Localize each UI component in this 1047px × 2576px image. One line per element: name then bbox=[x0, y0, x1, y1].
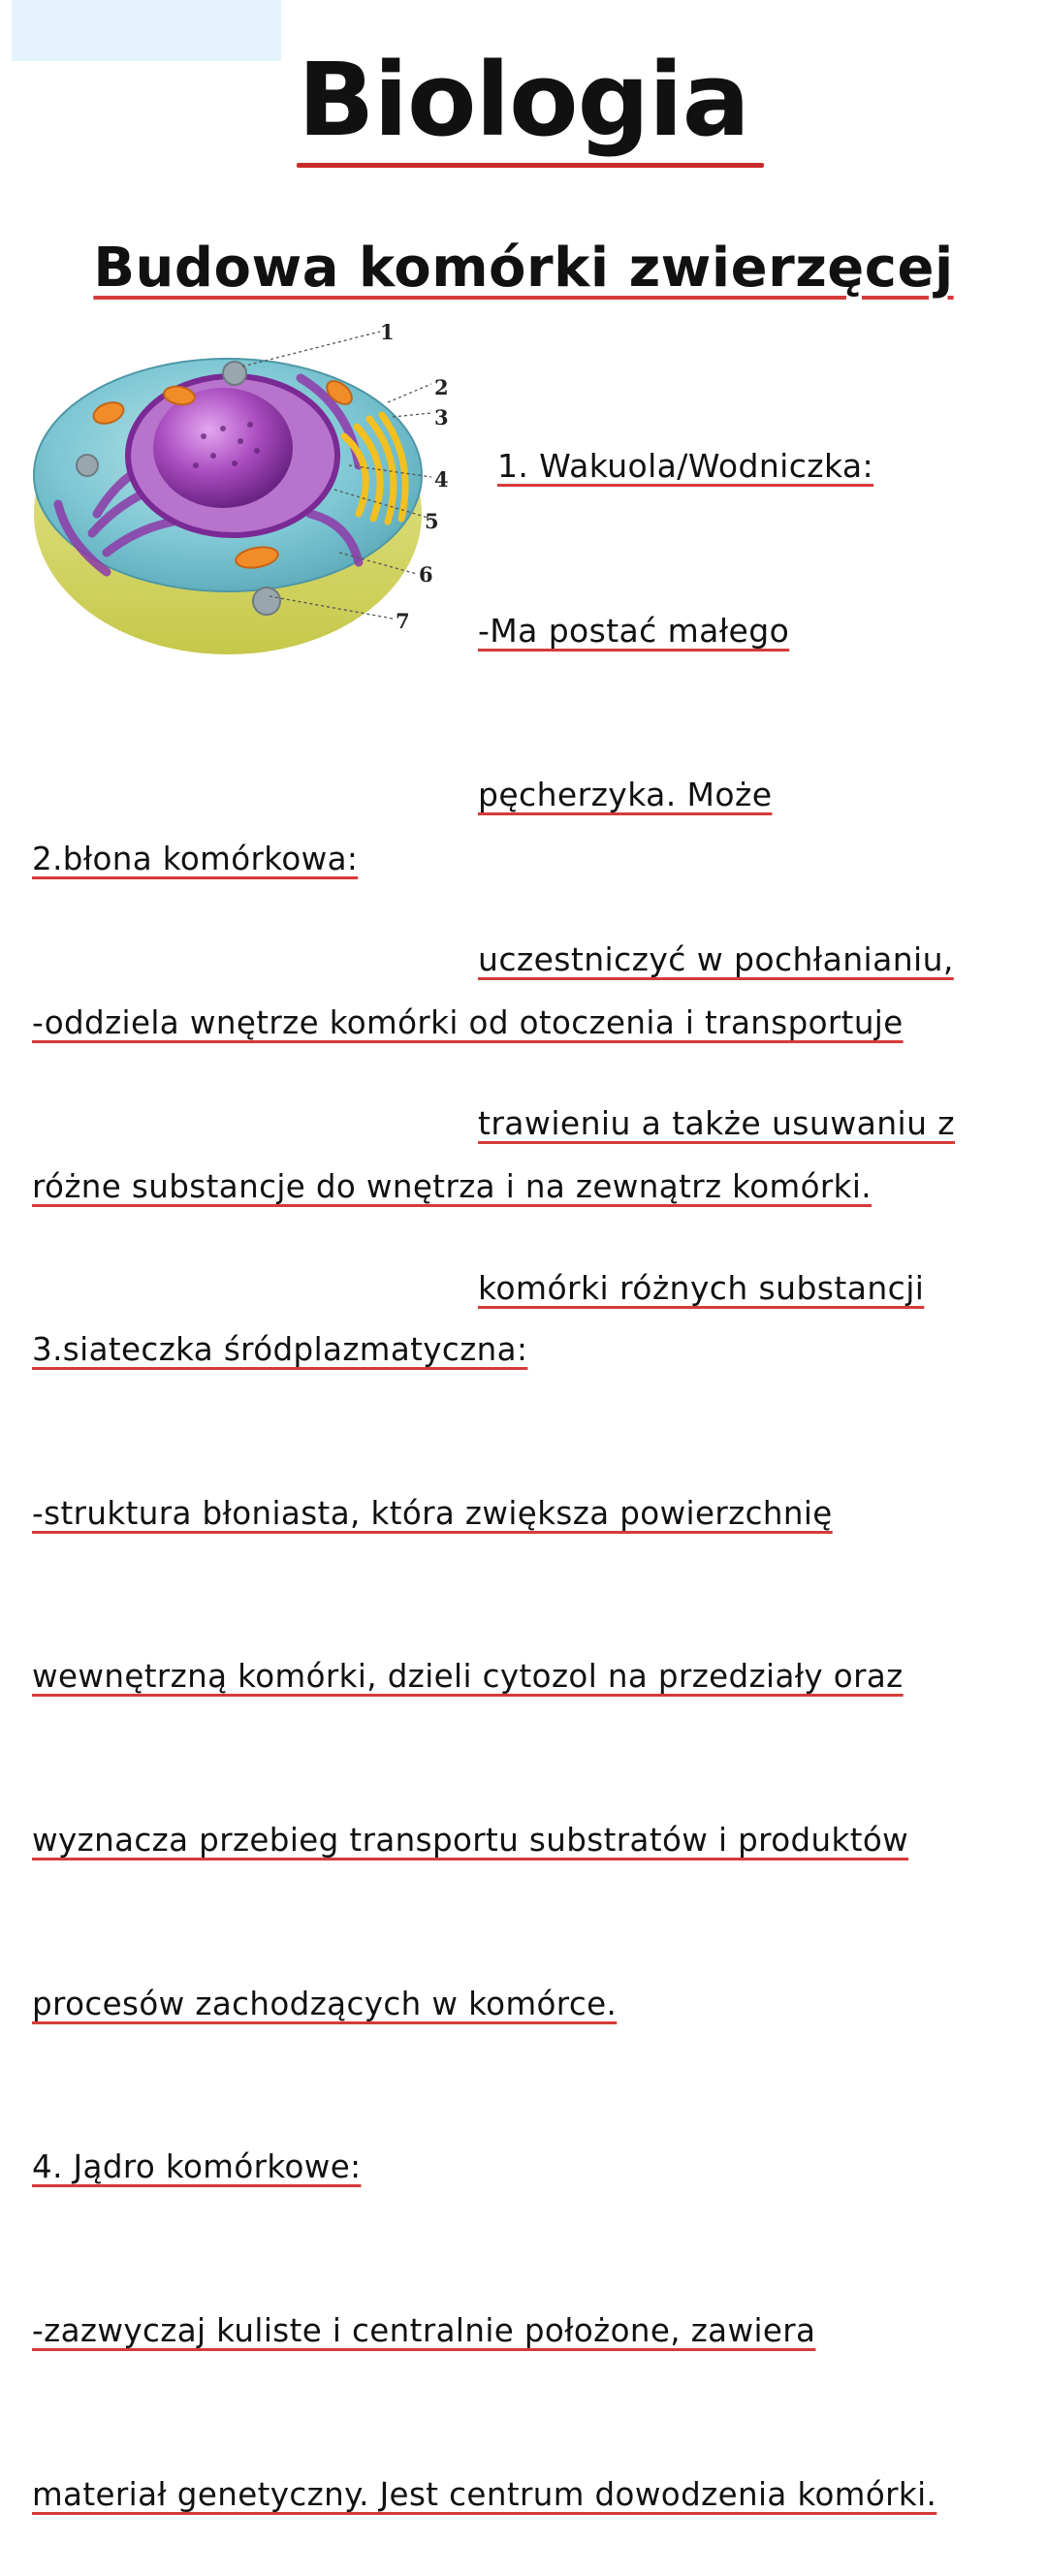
section-line: procesów zachodzących w komórce. bbox=[32, 1985, 618, 2022]
page-subtitle bbox=[0, 233, 1047, 304]
diagram-label-4: 4 bbox=[434, 467, 449, 492]
section-line: materiał genetyczny. Jest centrum dowodzenia komórki. bbox=[32, 2475, 937, 2513]
sections-body bbox=[32, 723, 1040, 2576]
section-heading: 1. Wakuola/Wodniczka: bbox=[497, 447, 874, 485]
section-line: trawieniu a także usuwaniu z bbox=[478, 1104, 956, 1142]
diagram-label-7: 7 bbox=[396, 609, 410, 633]
section-line: pęcherzyka. Może bbox=[478, 776, 773, 813]
section-line: -Ma postać małego bbox=[478, 611, 790, 650]
section-heading: 2.błona komórkowa: bbox=[32, 841, 359, 878]
diagram-label-1: 1 bbox=[380, 320, 395, 344]
section-line: -struktura błoniasta, która zwiększa powierzchnię bbox=[32, 1494, 833, 1532]
diagram-label-2: 2 bbox=[434, 375, 449, 399]
diagram-label-6: 6 bbox=[419, 562, 433, 587]
section-line: różne substancje do wnętrza i na zewnątrz komórki. bbox=[32, 1167, 872, 1205]
page-title: Biologia bbox=[298, 41, 749, 159]
section-line: uczestniczyć w pochłanianiu, bbox=[478, 939, 954, 978]
diagram-label-3: 3 bbox=[434, 405, 449, 429]
section-line: -oddziela wnętrze komórki od otoczenia i transportuje bbox=[32, 1004, 904, 1042]
cell-illustration bbox=[19, 320, 449, 664]
subtitle-text: Budowa komórki zwierzęcej bbox=[93, 237, 954, 300]
section-line: wewnętrzną komórki, dzieli cytozol na przedziały oraz bbox=[32, 1658, 904, 1696]
diagram-label-5: 5 bbox=[425, 509, 439, 533]
title-underline bbox=[297, 163, 764, 168]
animal-cell-diagram bbox=[19, 320, 449, 664]
section-line: -zazwyczaj kuliste i centralnie położone, zawiera bbox=[32, 2311, 816, 2349]
section-heading: 3.siateczka śródplazmatyczna: bbox=[32, 1331, 528, 1369]
section-heading: 4. Jądro komórkowe: bbox=[32, 2148, 362, 2186]
section-line: wyznacza przebieg transportu substratów i produktów bbox=[32, 1822, 909, 1860]
section-line: komórki różnych substancji bbox=[478, 1268, 925, 1307]
nucleus-shape bbox=[153, 388, 293, 508]
